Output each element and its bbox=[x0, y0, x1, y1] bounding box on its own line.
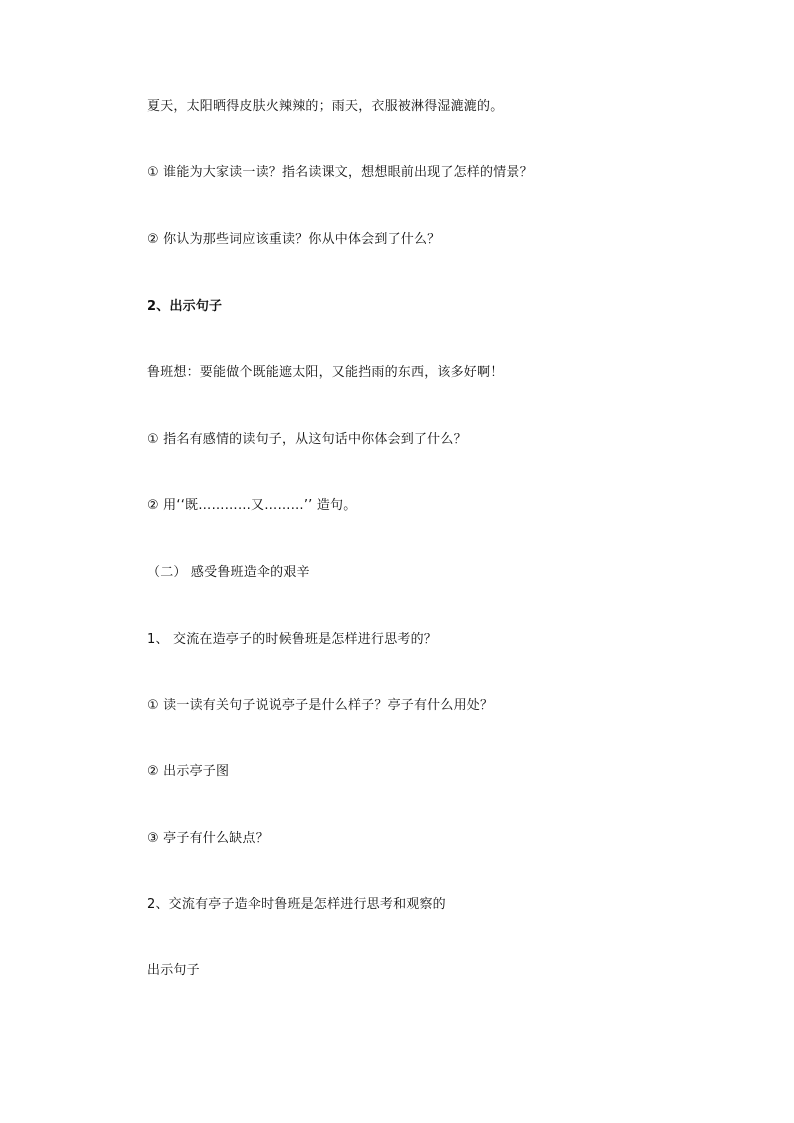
question-stress-words: ② 你认为那些词应该重读？你从中体会到了什么？ bbox=[147, 232, 441, 247]
paragraph-luban-thought: 鲁班想：要能做个既能遮太阳，又能挡雨的东西，该多好啊！ bbox=[147, 365, 504, 380]
item-2-umbrella-thinking: 2、交流有亭子造伞时鲁班是怎样进行思考和观察的 bbox=[147, 897, 446, 912]
question-read-aloud: ① 谁能为大家读一读？指名读课文，想想眼前出现了怎样的情景？ bbox=[147, 165, 533, 180]
question-pavilion-drawbacks: ③ 亭子有什么缺点？ bbox=[147, 831, 269, 846]
item-1-pavilion-thinking: 1、 交流在造亭子的时候鲁班是怎样进行思考的？ bbox=[147, 632, 438, 647]
section-2-show-sentence: 2、出示句子 bbox=[147, 299, 223, 314]
question-pavilion-shape: ① 读一读有关句子说说亭子是什么样子？亭子有什么用处？ bbox=[147, 698, 494, 713]
heading-part-two: （二） 感受鲁班造伞的艰辛 bbox=[147, 565, 310, 580]
question-emotional-reading: ① 指名有感情的读句子，从这句话中你体会到了什么？ bbox=[147, 432, 467, 447]
question-make-sentence: ② 用‘‘既…………又………’’ 造句。 bbox=[147, 498, 357, 513]
paragraph-summer-rain: 夏天，太阳晒得皮肤火辣辣的；雨天，衣服被淋得湿漉漉的。 bbox=[147, 99, 504, 114]
item-show-pavilion-image: ② 出示亭子图 bbox=[147, 764, 230, 779]
paragraph-show-sentence: 出示句子 bbox=[147, 963, 200, 978]
